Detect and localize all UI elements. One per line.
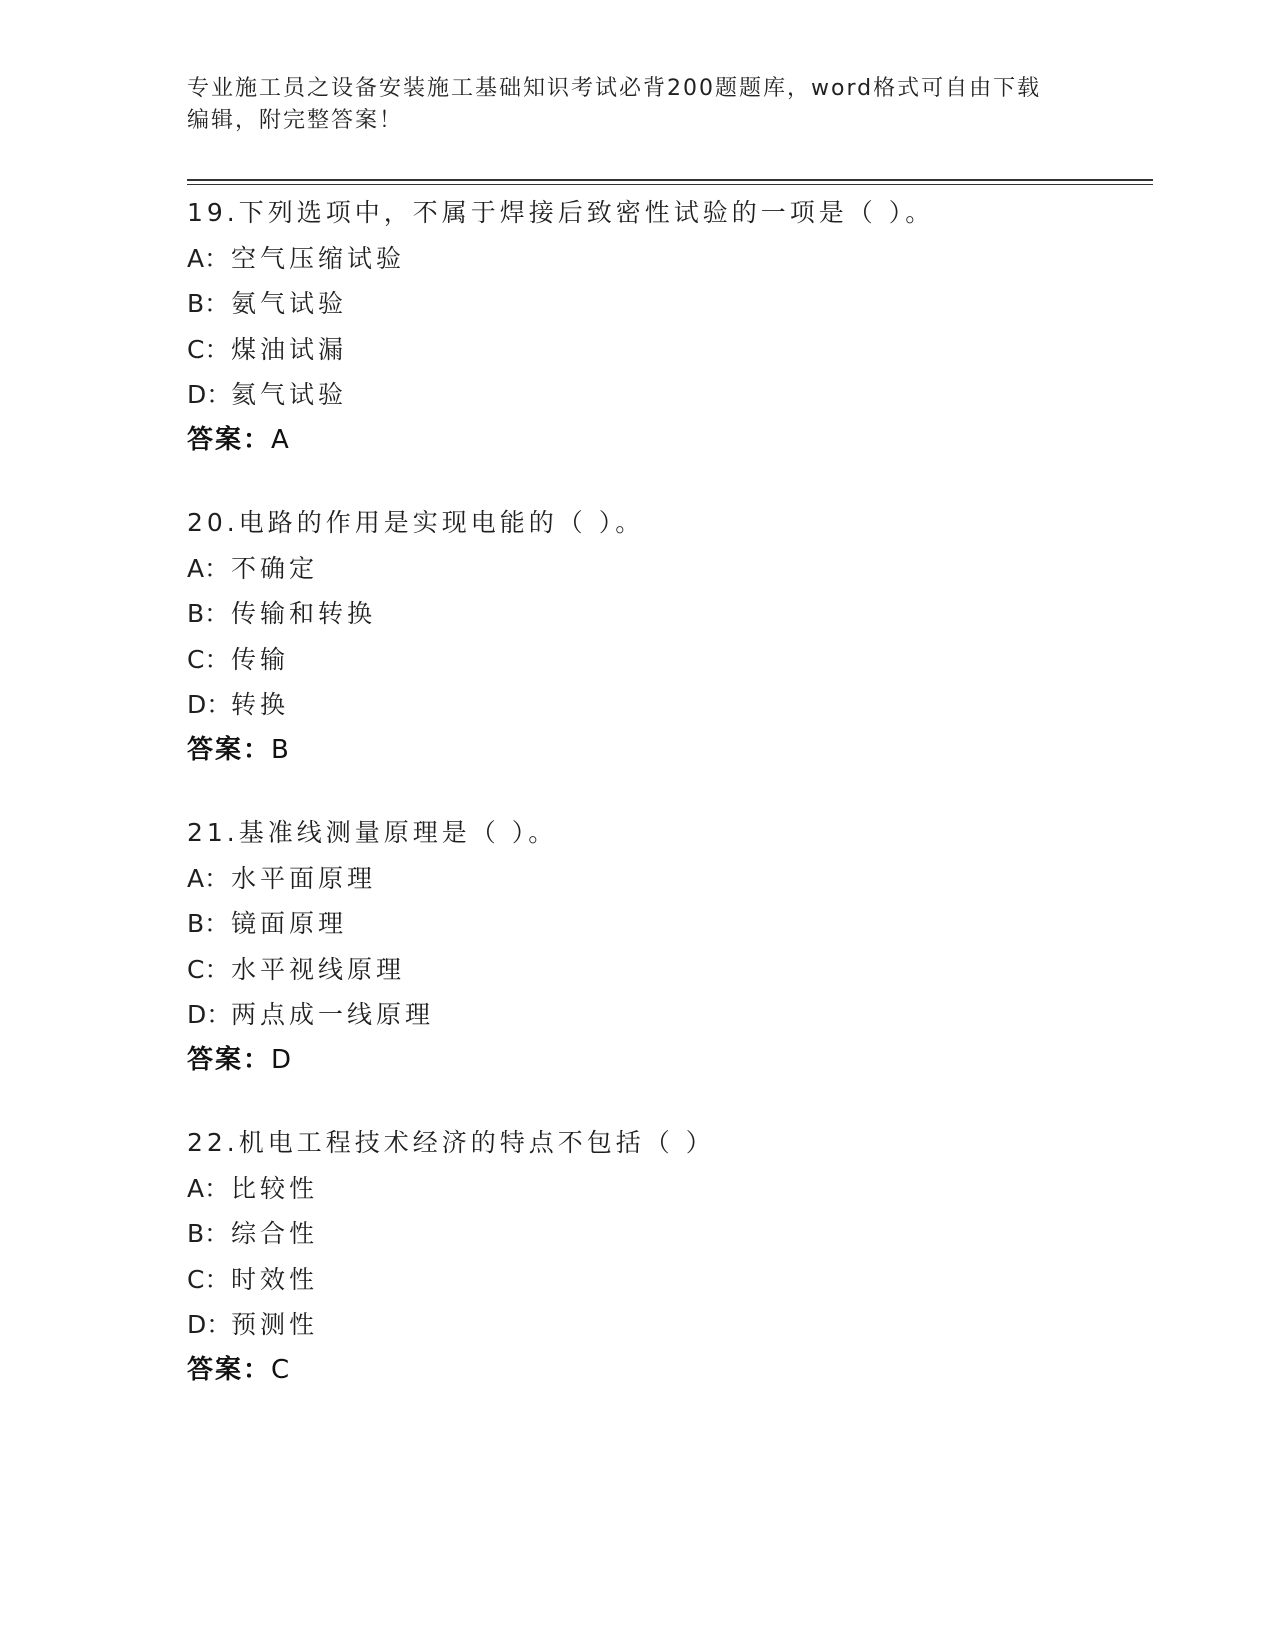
option-b xyxy=(187,901,1147,947)
option-key: A： xyxy=(187,243,230,273)
option-key: B： xyxy=(187,289,230,318)
option-text: 不确定 xyxy=(231,553,319,583)
option-key: B： xyxy=(187,1219,230,1248)
option-key: C： xyxy=(187,644,230,674)
option-text: 预测性 xyxy=(231,1310,319,1339)
option-text: 比较性 xyxy=(231,1173,319,1203)
question-19 xyxy=(187,190,1147,463)
answer-line xyxy=(187,1348,1147,1394)
question-stem: 21.基准线测量原理是（ ）。 xyxy=(187,818,558,847)
option-text: 两点成一线原理 xyxy=(231,1000,435,1029)
option-c xyxy=(187,947,1147,993)
question-22 xyxy=(187,1120,1147,1393)
option-key: D： xyxy=(187,1000,232,1029)
option-b xyxy=(187,1211,1147,1257)
option-key: D： xyxy=(187,1310,232,1339)
answer-label: 答案： xyxy=(187,1044,272,1075)
option-key: D： xyxy=(187,380,232,409)
option-a xyxy=(187,856,1147,902)
header-divider xyxy=(187,179,1153,185)
option-text: 空气压缩试验 xyxy=(231,243,406,273)
answer-line xyxy=(187,728,1147,774)
option-a xyxy=(187,546,1147,592)
option-c xyxy=(187,1257,1147,1303)
question-stem: 20.电路的作用是实现电能的（ ）。 xyxy=(187,508,645,537)
answer-value: A xyxy=(271,424,289,455)
option-b xyxy=(187,281,1147,327)
option-d xyxy=(187,992,1147,1038)
option-key: A： xyxy=(187,1173,230,1203)
option-text: 转换 xyxy=(231,690,290,719)
header-line-1: 专业施工员之设备安装施工基础知识考试必背200题题库，word格式可自由下载 xyxy=(187,76,1042,101)
answer-value: B xyxy=(271,734,289,765)
option-text: 氦气试验 xyxy=(231,380,348,409)
option-d xyxy=(187,682,1147,728)
question-stem: 22.机电工程技术经济的特点不包括（ ） xyxy=(187,1128,715,1157)
option-key: A： xyxy=(187,553,230,583)
option-key: C： xyxy=(187,954,230,984)
option-d xyxy=(187,372,1147,418)
option-c xyxy=(187,327,1147,373)
option-key: D： xyxy=(187,690,232,719)
option-a xyxy=(187,236,1147,282)
option-a xyxy=(187,1166,1147,1212)
option-key: C： xyxy=(187,334,230,364)
question-20 xyxy=(187,500,1147,773)
header-line-2: 编辑，附完整答案！ xyxy=(187,108,404,133)
answer-value: D xyxy=(271,1044,292,1075)
option-text: 传输和转换 xyxy=(231,599,377,628)
answer-line xyxy=(187,1038,1147,1084)
option-text: 水平视线原理 xyxy=(231,954,406,984)
answer-value: C xyxy=(271,1354,290,1385)
option-b xyxy=(187,591,1147,637)
question-21 xyxy=(187,810,1147,1083)
document-header xyxy=(187,73,1067,137)
answer-label: 答案： xyxy=(187,734,272,765)
option-text: 氨气试验 xyxy=(231,289,348,318)
option-c xyxy=(187,637,1147,683)
option-key: A： xyxy=(187,863,230,893)
option-text: 综合性 xyxy=(231,1219,319,1248)
question-list xyxy=(187,190,1147,1430)
option-text: 传输 xyxy=(231,644,290,674)
answer-line xyxy=(187,418,1147,464)
option-text: 水平面原理 xyxy=(231,863,377,893)
option-key: C： xyxy=(187,1264,230,1294)
option-text: 煤油试漏 xyxy=(231,334,348,364)
option-d xyxy=(187,1302,1147,1348)
option-key: B： xyxy=(187,909,230,938)
option-key: B： xyxy=(187,599,230,628)
question-stem: 19.下列选项中，不属于焊接后致密性试验的一项是（ ）。 xyxy=(187,198,935,227)
option-text: 时效性 xyxy=(231,1264,319,1294)
answer-label: 答案： xyxy=(187,1354,272,1385)
option-text: 镜面原理 xyxy=(231,909,348,938)
answer-label: 答案： xyxy=(187,424,272,455)
